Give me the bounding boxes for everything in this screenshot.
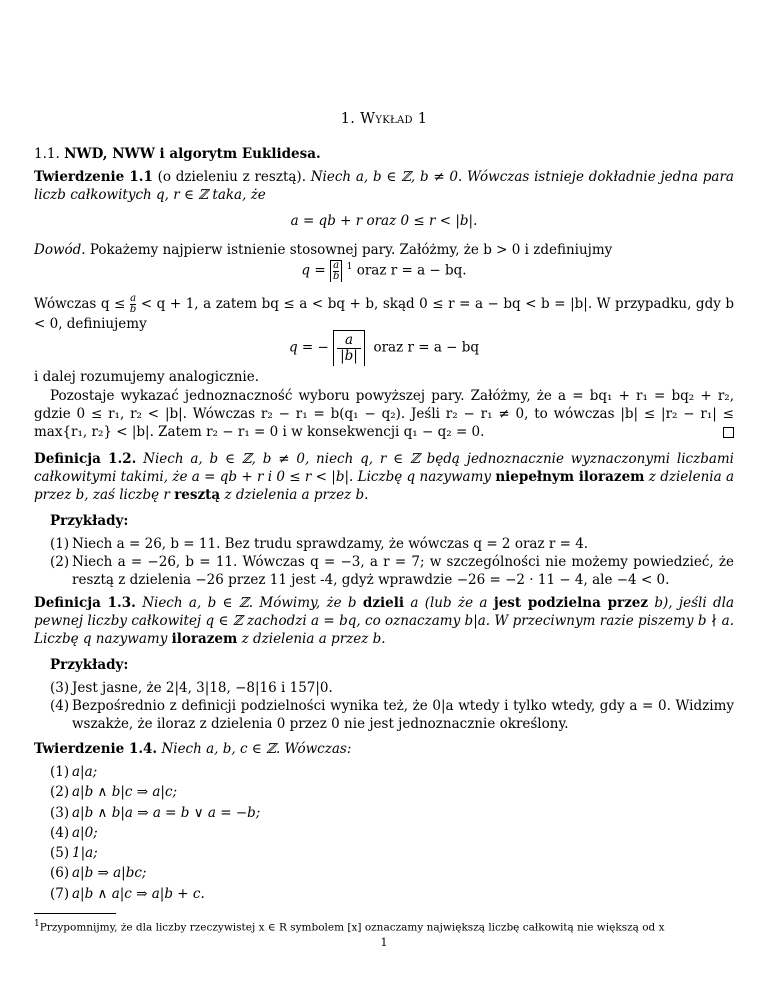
- theorem-1-4-list: [50, 762, 734, 904]
- section-number: 1.1.: [34, 146, 60, 162]
- examples-heading-2: Przykłady:: [50, 657, 129, 673]
- para1-frac-num: a: [130, 293, 137, 304]
- term-niepelny-iloraz: niepełnym ilorazem: [495, 469, 645, 486]
- footnote-mark: 1: [34, 919, 40, 929]
- theorem-1-1: [34, 168, 734, 204]
- item-number: (7): [50, 885, 70, 902]
- chapter-title: Wykład 1: [360, 111, 428, 127]
- eq2-right: oraz r = a − bq: [373, 339, 480, 356]
- item-text: a|a;: [72, 764, 98, 780]
- list-item: [50, 863, 734, 883]
- para1-end: < q + 1, a zatem bq ≤ a < bq + b, skąd 0 ≤ r = a − bq < b = |b|. W przypadku, gdy b < 0, definiujemy: [34, 296, 735, 332]
- para1-fraction: [130, 294, 136, 315]
- item-number: (4): [50, 824, 70, 841]
- proof-intro: [34, 241, 734, 259]
- eq1-numerator: a: [333, 260, 340, 271]
- item-text: Niech a = −26, b = 11. Wówczas q = −3, a r = 7; w szczególności nie możemy powiedzieć, że resztą z dzielenia −26 przez 11 jest -4, gdyż wprawdzie −26 = −2 · 11 − 4, ale −4 < 0.: [72, 554, 734, 589]
- eq1-left: q =: [301, 262, 326, 279]
- proof-para-2: i dalej rozumujemy analogicznie.: [34, 369, 260, 385]
- footnote-rule: [34, 913, 116, 914]
- term-reszta: resztą: [174, 487, 221, 504]
- theorem-1-4: [34, 740, 734, 758]
- definition-1-3: [34, 594, 734, 649]
- proof-equation-1: [34, 260, 734, 282]
- eq1-fraction: [333, 261, 339, 282]
- item-text: a|b ∧ b|c ⇒ a|c;: [72, 784, 178, 801]
- list-item: [50, 843, 734, 863]
- eq2-numerator: a: [344, 332, 353, 348]
- proof-intro-text: Pokażemy najpierw istnienie stosownej pary. Załóżmy, że b > 0 i zdefiniujmy: [89, 242, 613, 258]
- eq2-fraction: [337, 333, 361, 364]
- item-number: (4): [50, 698, 70, 715]
- section-title: NWD, NWW i algorytm Euklidesa.: [64, 146, 321, 162]
- item-number: (2): [50, 784, 70, 801]
- floor-bracket: [330, 260, 342, 282]
- item-text: a|b ∧ a|c ⇒ a|b + c.: [72, 885, 205, 902]
- chapter-number: 1.: [340, 111, 356, 127]
- proof-para-3: [34, 387, 734, 442]
- item-number: (5): [50, 845, 70, 862]
- def12-text-1: Niech a, b ∈ ℤ, b ≠ 0, niech q, r ∈ ℤ będą jednoznacznie wyznaczonymi liczbami całkowitymi takimi, że a = qb + r i 0 ≤ r < |b|. Liczbę q nazywamy: [34, 451, 734, 486]
- term-iloraz: ilorazem: [171, 631, 238, 648]
- footnote-ref[interactable]: 1: [346, 262, 353, 272]
- item-number: (2): [50, 554, 70, 571]
- chapter-heading: [34, 110, 734, 130]
- floor-bracket-2: [333, 330, 365, 366]
- term-dzieli: dzieli: [362, 595, 404, 611]
- proof-label: Dowód.: [34, 242, 86, 258]
- def13-text-1: Niech a, b ∈ ℤ. Mówimy, że b: [142, 595, 357, 611]
- list-item: [50, 762, 734, 782]
- theorem-text: Niech a, b, c ∈ ℤ. Wówczas:: [161, 741, 352, 757]
- item-text: Jest jasne, że 2|4, 3|18, −8|16 i 157|0.: [72, 680, 333, 696]
- eq1-denominator: b: [332, 271, 340, 282]
- theorem-formula: a = qb + r oraz 0 ≤ r < |b|.: [290, 213, 478, 229]
- proof-equation-2: [34, 330, 734, 366]
- item-number: (1): [50, 764, 70, 780]
- definition-label: Definicja 1.3.: [34, 595, 136, 611]
- item-text: a|0;: [72, 824, 98, 841]
- def13-text-3: b), jeśli dla pewnej liczby całkowitej q ∈ ℤ zachodzi a = bq, co oznaczamy b|a. W przeciwnym razie piszemy b ∤ a. Liczbę q nazywamy: [34, 595, 735, 648]
- item-text: 1|a;: [72, 845, 98, 862]
- def13-text-2: a (lub że a: [410, 595, 488, 611]
- item-text: Niech a = 26, b = 11. Bez trudu sprawdzamy, że wówczas q = 2 oraz r = 4.: [72, 536, 589, 552]
- footnote: [34, 918, 754, 935]
- page-number: 1: [380, 936, 388, 949]
- item-text: Bezpośrednio z definicji podzielności wynika też, że 0|a wtedy i tylko wtedy, gdy a = 0. Widzimy wszakże, że iloraz z dzielenia 0 przez 0 nie jest jednoznacznie określony.: [72, 698, 734, 733]
- examples-list-2: [50, 679, 734, 734]
- item-text: a|b ∧ b|a ⇒ a = b ∨ a = −b;: [72, 804, 261, 821]
- proof-para-3-text: Pozostaje wykazać jednoznaczność wyboru powyższej pary. Załóżmy, że a = bq₁ + r₁ = bq₂ + r₂, gdzie 0 ≤ r₁, r₂ < |b|. Wówczas r₂ − r₁ = b(q₁ − q₂). Jeśli r₂ − r₁ ≠ 0, to wówczas |b| ≤ |r₂ − r₁| ≤ max{r₁, r₂} < |b|. Zatem r₂ − r₁ = 0 i w konsekwencji q₁ − q₂ = 0.: [34, 388, 734, 441]
- eq1-right: oraz r = a − bq.: [356, 262, 467, 279]
- list-item: [50, 535, 734, 553]
- examples-list-1: [50, 535, 734, 590]
- para1-start: Wówczas q ≤: [34, 296, 126, 312]
- theorem-text: Niech a, b ∈ ℤ, b ≠ 0. Wówczas istnieje dokładnie jedna para liczb całkowitych q, r ∈ ℤ taka, że: [34, 169, 734, 204]
- qed-box: [723, 425, 734, 443]
- theorem-label: Twierdzenie 1.1: [34, 169, 153, 185]
- definition-1-2: [34, 450, 734, 505]
- eq2-left: q = −: [288, 339, 329, 356]
- item-number: (6): [50, 865, 70, 882]
- eq2-denominator: |b|: [337, 348, 361, 364]
- def12-text-2: z dzielenia a przez b, zaś liczbę r: [34, 469, 735, 504]
- item-number: (3): [50, 680, 70, 696]
- list-item: [50, 679, 734, 697]
- item-number: (1): [50, 536, 70, 552]
- examples-heading-1: Przykłady:: [50, 513, 129, 529]
- theorem-label: Twierdzenie 1.4.: [34, 741, 158, 757]
- def13-text-4: z dzielenia a przez b.: [241, 631, 386, 648]
- list-item: [50, 803, 734, 823]
- item-number: (3): [50, 804, 70, 821]
- proof-para-1: [34, 294, 734, 333]
- para1-frac-den: b: [129, 304, 137, 315]
- list-item: [50, 884, 734, 904]
- section-heading: [34, 145, 321, 163]
- term-podzielna: jest podzielna przez: [493, 595, 649, 611]
- item-text: a|b ⇒ a|bc;: [72, 865, 147, 882]
- list-item: [50, 782, 734, 802]
- footnote-text: Przypomnijmy, że dla liczby rzeczywistej x ∈ R symbolem [x] oznaczamy największą liczbę całkowitą nie większą od x: [39, 921, 665, 934]
- theorem-note: (o dzieleniu z resztą).: [157, 169, 306, 185]
- list-item: [50, 697, 734, 733]
- definition-label: Definicja 1.2.: [34, 451, 137, 467]
- def12-text-3: z dzielenia a przez b.: [224, 487, 369, 504]
- list-item: [50, 823, 734, 843]
- list-item: [50, 553, 734, 589]
